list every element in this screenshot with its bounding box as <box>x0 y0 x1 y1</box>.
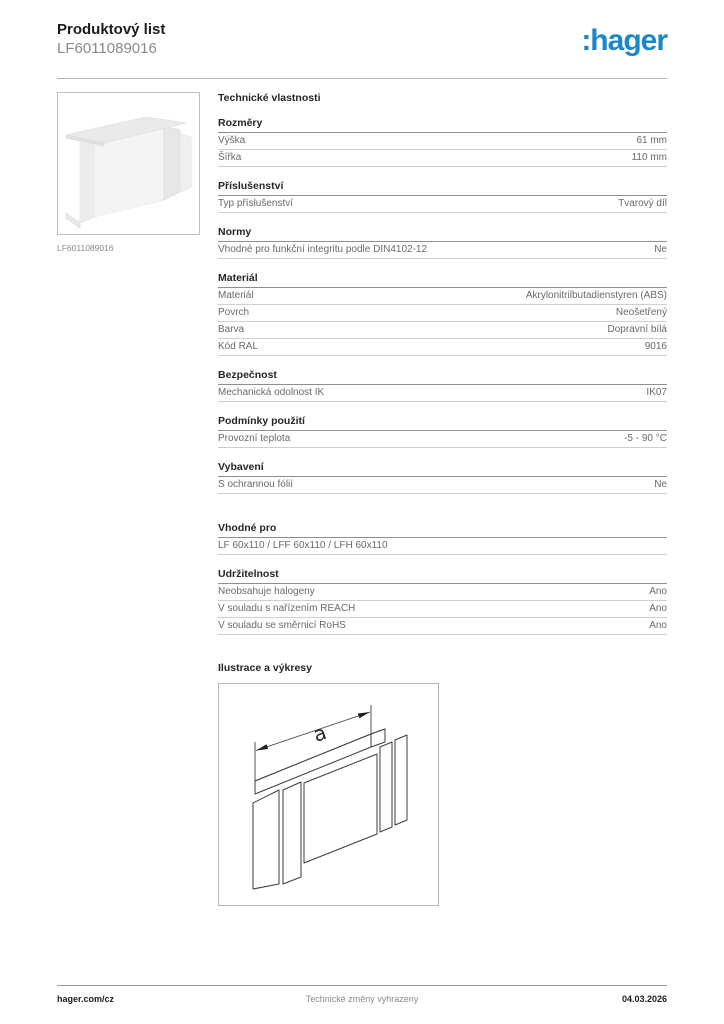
spec-row <box>218 618 667 635</box>
header-divider <box>57 78 667 79</box>
spec-section <box>218 568 667 635</box>
spec-section <box>218 461 667 494</box>
spec-row <box>218 242 667 259</box>
spec-row <box>218 538 667 555</box>
spec-section <box>218 272 667 356</box>
dimension-drawing <box>218 683 439 906</box>
spec-value: Ne <box>654 479 667 490</box>
product-code: LF6011089016 <box>57 40 157 57</box>
spec-row <box>218 288 667 305</box>
spec-section <box>218 226 667 259</box>
spec-label: Povrch <box>218 307 250 318</box>
spec-label: S ochrannou fólií <box>218 479 294 490</box>
technical-properties <box>218 92 667 906</box>
section-heading: Vybavení <box>218 461 667 477</box>
flat-tee-line-drawing <box>219 684 438 905</box>
spec-section <box>218 522 667 555</box>
footer-divider <box>57 985 667 986</box>
spec-value: Neošetřený <box>615 307 667 318</box>
spec-row <box>218 322 667 339</box>
section-heading: Udržitelnost <box>218 568 667 584</box>
spec-value: 9016 <box>644 341 667 352</box>
section-rows <box>218 385 667 402</box>
section-heading: Rozměry <box>218 117 667 133</box>
spec-row <box>218 339 667 356</box>
header <box>57 20 667 58</box>
section-rows <box>218 584 667 635</box>
spec-label: Typ příslušenství <box>218 198 294 209</box>
footer-date: 04.03.2026 <box>621 994 667 1004</box>
hager-logo: :hager <box>581 24 667 57</box>
spec-value: Ano <box>649 603 667 614</box>
spec-value: 61 mm <box>636 135 667 146</box>
spec-row <box>218 584 667 601</box>
section-heading: Příslušenství <box>218 180 667 196</box>
dimension-label: a <box>310 720 330 747</box>
spec-label: Mechanická odolnost IK <box>218 387 325 398</box>
section-rows <box>218 538 667 555</box>
section-heading: Normy <box>218 226 667 242</box>
spec-row <box>218 431 667 448</box>
spec-label: V souladu s nařízením REACH <box>218 603 356 614</box>
spec-label: Neobsahuje halogeny <box>218 586 315 597</box>
product-photo-render <box>58 93 199 234</box>
spec-value: Tvarový díl <box>618 198 667 209</box>
section-heading: Podmínky použití <box>218 415 667 431</box>
spec-label: Vhodné pro funkční integritu podle DIN4102-12 <box>218 244 428 255</box>
spec-value: 110 mm <box>631 152 667 163</box>
spec-row <box>218 305 667 322</box>
spec-section <box>218 415 667 448</box>
product-photo <box>57 92 200 235</box>
footer <box>57 994 667 1004</box>
footer-disclaimer: Technické změny vyhrazeny <box>305 994 419 1004</box>
product-photo-caption: LF6011089016 <box>57 243 114 253</box>
spec-value: Ne <box>654 244 667 255</box>
spec-value: Akrylonitrilbutadienstyren (ABS) <box>525 290 667 301</box>
spec-value: -5 - 90 °C <box>624 433 667 444</box>
spec-section <box>218 369 667 402</box>
section-rows <box>218 477 667 494</box>
spec-value: Ano <box>649 620 667 631</box>
page-title: Produktový list <box>57 21 166 38</box>
section-heading: Vhodné pro <box>218 522 667 538</box>
spec-sections <box>218 117 667 635</box>
section-rows <box>218 431 667 448</box>
section-heading: Bezpečnost <box>218 369 667 385</box>
section-heading: Materiál <box>218 272 667 288</box>
spec-label: Výška <box>218 135 246 146</box>
section-rows <box>218 196 667 213</box>
spec-label: Provozní teplota <box>218 433 291 444</box>
section-rows <box>218 288 667 356</box>
spec-value: Ano <box>649 586 667 597</box>
spec-section <box>218 180 667 213</box>
spec-row <box>218 385 667 402</box>
spec-label: V souladu se směrnicí RoHS <box>218 620 346 631</box>
spec-row <box>218 133 667 150</box>
spec-label: Šířka <box>218 152 242 163</box>
spec-label: Barva <box>218 324 245 335</box>
spec-value: Dopravní bílá <box>607 324 667 335</box>
illustration-heading: Ilustrace a výkresy <box>218 662 312 674</box>
section-rows <box>218 242 667 259</box>
spec-value: IK07 <box>646 387 667 398</box>
spec-label: LF 60x110 / LFF 60x110 / LFH 60x110 <box>218 540 388 551</box>
section-rows <box>218 133 667 167</box>
specs-title: Technické vlastnosti <box>218 92 321 104</box>
spec-row <box>218 196 667 213</box>
spec-section <box>218 117 667 167</box>
spec-label: Kód RAL <box>218 341 259 352</box>
spec-row <box>218 150 667 167</box>
footer-website-link[interactable]: hager.com/cz <box>57 994 115 1004</box>
spec-row <box>218 477 667 494</box>
spec-label: Materiál <box>218 290 254 301</box>
spec-row <box>218 601 667 618</box>
